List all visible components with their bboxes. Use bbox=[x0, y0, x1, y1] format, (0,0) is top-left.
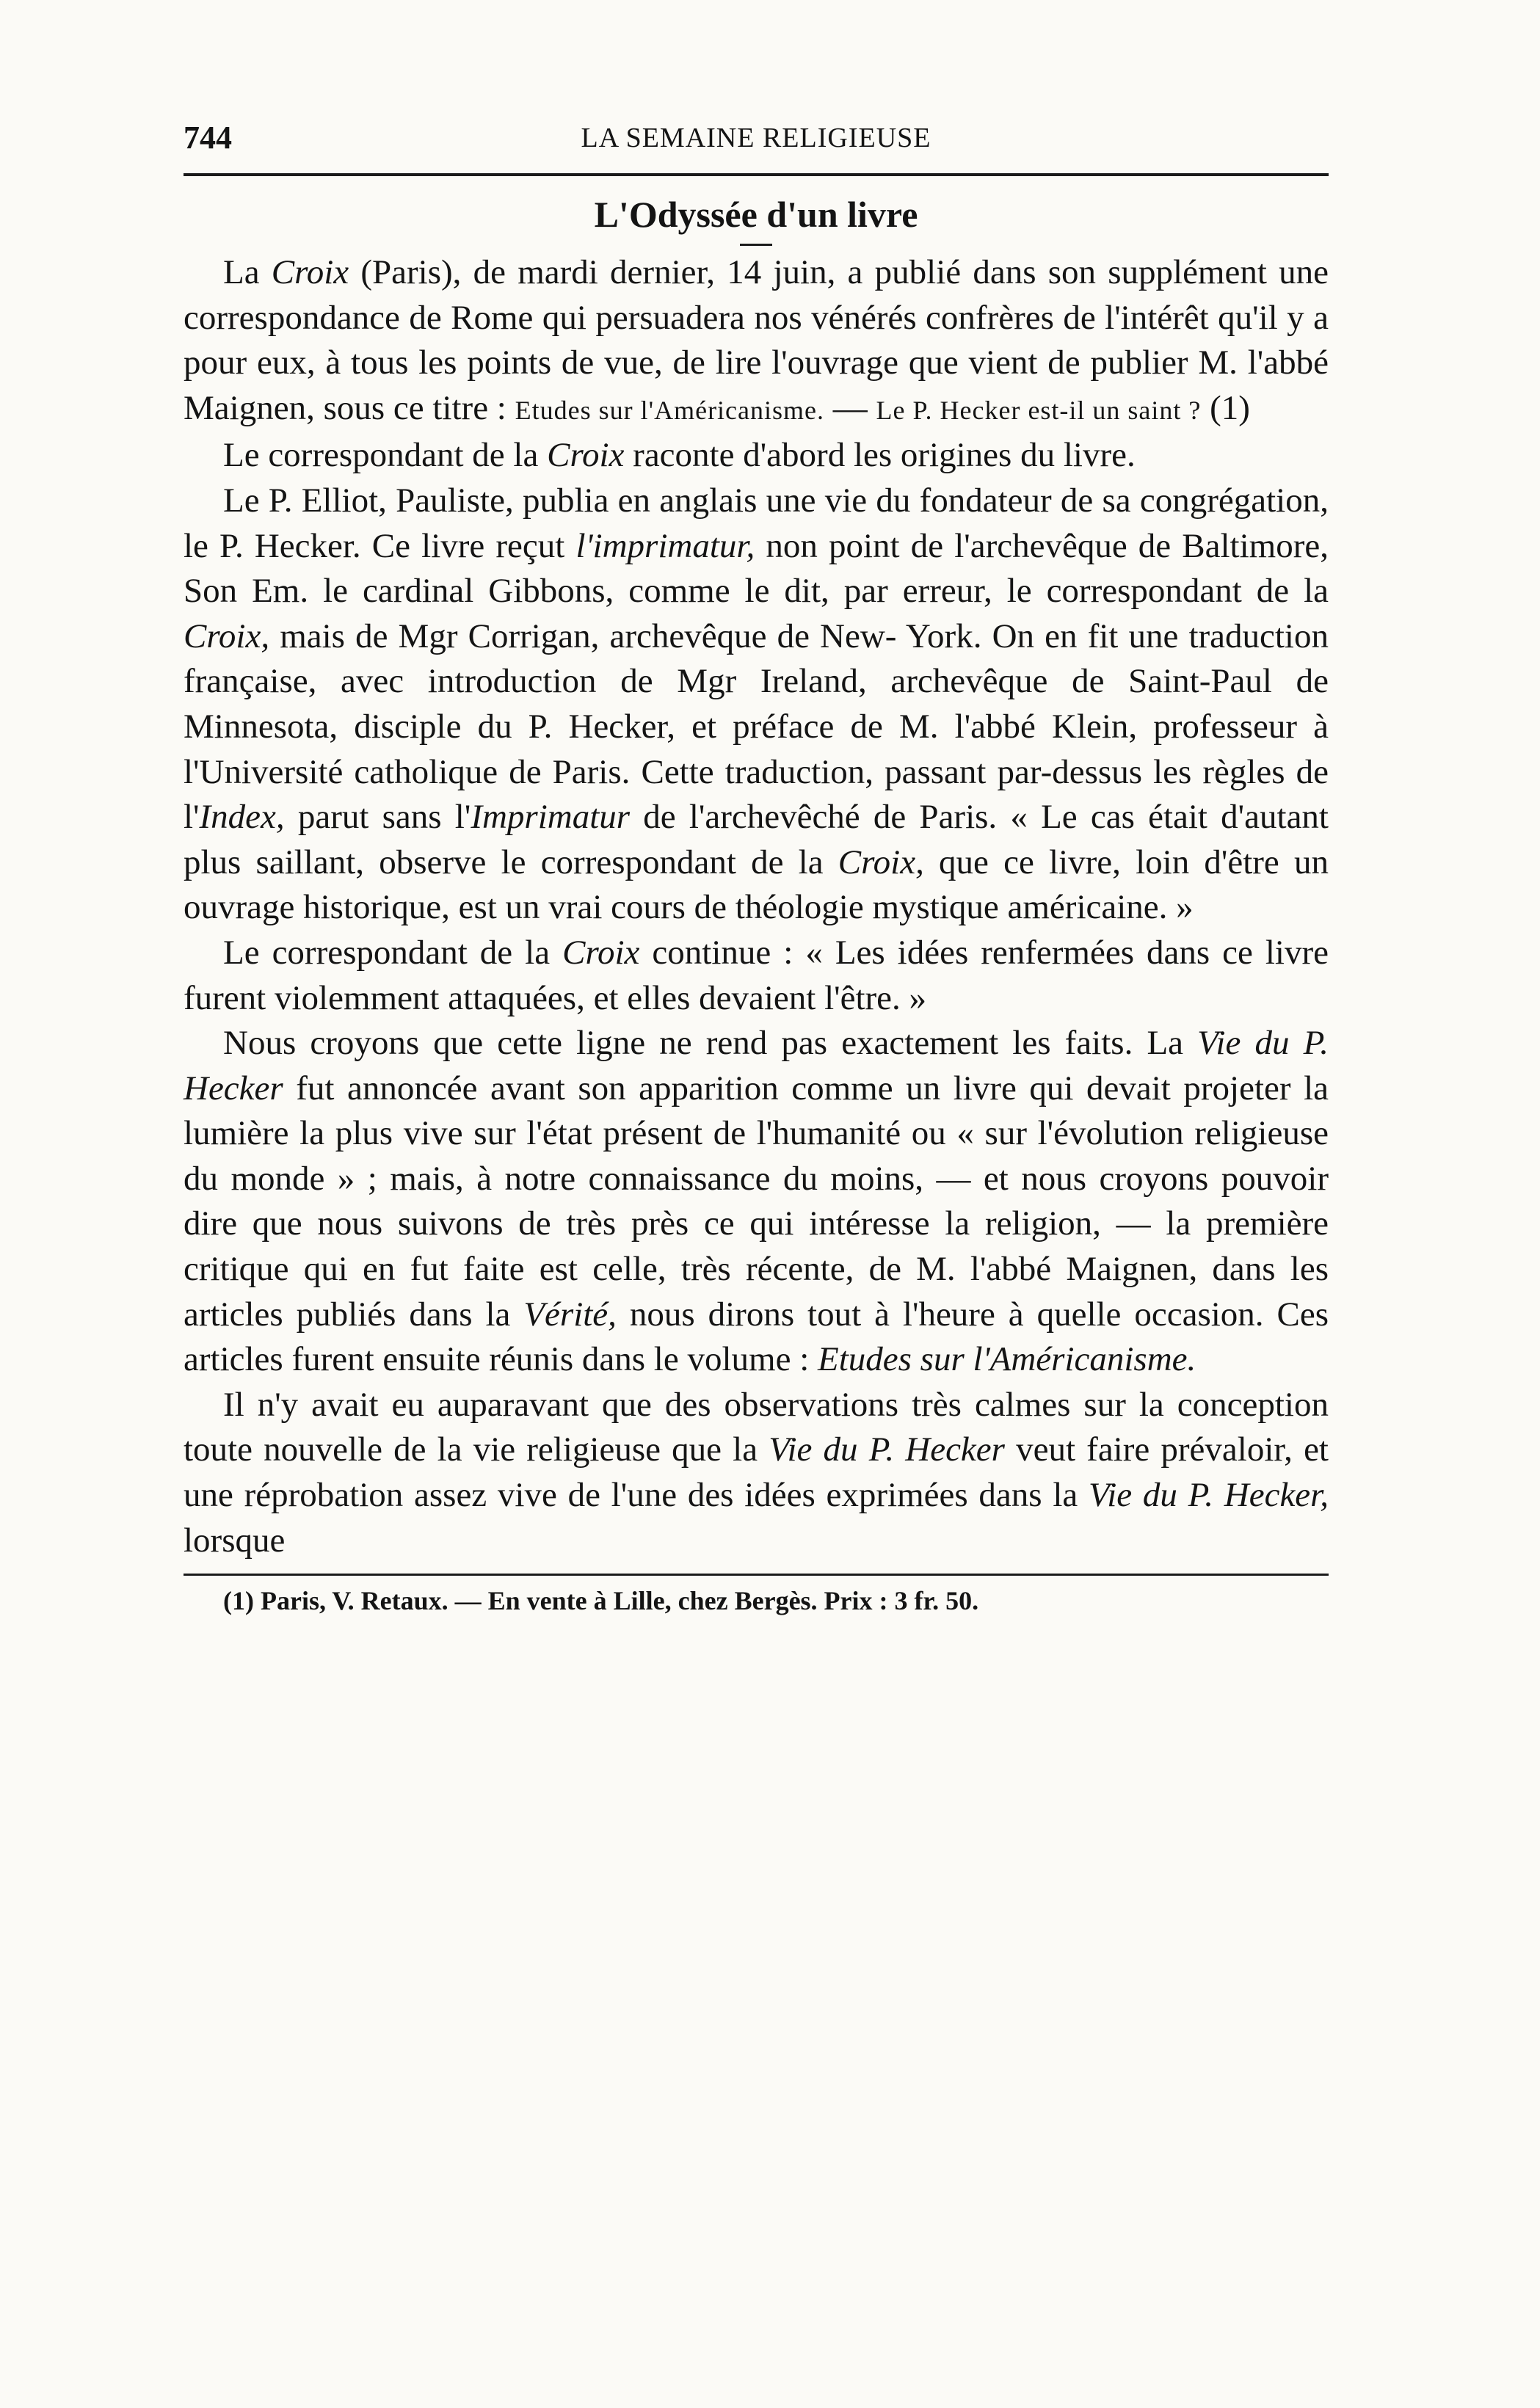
italic-text: Vie du P. Hecker bbox=[184, 1024, 1329, 1107]
paragraph bbox=[184, 1383, 1329, 1563]
article-body bbox=[184, 250, 1329, 1563]
page bbox=[184, 110, 1329, 2385]
italic-text: l'imprimatur, bbox=[575, 526, 755, 565]
page-number: 744 bbox=[184, 120, 232, 156]
text: Nous croyons que cette ligne ne rend pas exactement les faits. La bbox=[223, 1024, 1198, 1063]
text: (Paris), de mardi dernier, 14 juin, a publié dans son supplément une correspondance de Rome qui persuadera nos vénérés confrères de l'intérêt qu'il y a pour eux, à tous les points de vue, de lire l'ouvrage que vient de publier M. l'abbé Maignen, sous ce titre : bbox=[184, 253, 1329, 427]
italic-text: Etudes sur l'Américanisme. bbox=[818, 1340, 1196, 1379]
title-dash bbox=[740, 244, 772, 246]
page-header bbox=[184, 110, 1329, 161]
header-rule bbox=[184, 173, 1329, 176]
italic-text: Croix bbox=[271, 253, 349, 291]
text: Le P. Elliot, Pauliste, publia en anglais une vie du fondateur de sa congrégation, le P. Hecker. Ce livre reçut bbox=[184, 481, 1329, 565]
text: nous dirons tout à l'heure à quelle occasion. Ces articles furent ensuite réunis dans le volume : bbox=[184, 1295, 1329, 1379]
text: Le correspondant de la bbox=[223, 436, 548, 475]
italic-text: Croix, bbox=[838, 843, 924, 881]
text: — bbox=[824, 388, 876, 427]
text: La bbox=[223, 253, 272, 291]
small-caps-text: Etudes sur l'Américanisme. bbox=[515, 395, 825, 425]
italic-text: Vérité, bbox=[523, 1295, 617, 1334]
text: lorsque bbox=[184, 1521, 286, 1560]
italic-text: Index, bbox=[199, 798, 285, 837]
italic-text: Croix bbox=[547, 436, 625, 475]
running-head: LA SEMAINE RELIGIEUSE bbox=[581, 123, 931, 153]
paragraph bbox=[184, 931, 1329, 1021]
footnote: (1) Paris, V. Retaux. — En vente à Lille, chez Bergès. Prix : 3 fr. 50. bbox=[223, 1586, 979, 1616]
text: Le correspondant de la bbox=[223, 933, 563, 972]
italic-text: Imprimatur bbox=[471, 798, 631, 837]
text: Il n'y avait eu auparavant que des observations très calmes sur la conception toute nouvelle de la vie religieuse que la bbox=[184, 1385, 1329, 1469]
italic-text: Vie du P. Hecker, bbox=[1089, 1476, 1329, 1515]
footnote-ref: (1) bbox=[1201, 388, 1250, 427]
text: continue : « Les idées renfermées dans ce livre furent violemment attaquées, et elles devaient l'être. » bbox=[184, 933, 1329, 1017]
text: raconte d'abord les origines du livre. bbox=[624, 436, 1136, 475]
italic-text: Croix bbox=[562, 933, 640, 972]
text: de l'archevêché de Paris. « Le cas était d'autant plus saillant, observe le correspondant de la bbox=[184, 798, 1329, 881]
paragraph bbox=[184, 433, 1329, 479]
italic-text: Vie du P. Hecker bbox=[769, 1430, 1005, 1469]
text: mais de Mgr Corrigan, archevêque de New- York. On en fit une traduction française, avec introduction de Mgr Ireland, archevêque de Saint-Paul de Minnesota, disciple du P. Hecker, et préface de M. l'abbé Klein, professeur à l'Université catholique de Paris. Cette traduction, passant par-dessus les règles de l' bbox=[184, 616, 1329, 837]
paragraph bbox=[184, 250, 1329, 433]
text: veut faire prévaloir, et une réprobation assez vive de l'une des idées exprimées dans la bbox=[184, 1430, 1329, 1515]
paragraph bbox=[184, 1021, 1329, 1383]
small-caps-text: Le P. Hecker est-il un saint ? bbox=[876, 395, 1202, 425]
italic-text: Croix, bbox=[184, 616, 270, 655]
text: non point de l'archevêque de Baltimore, Son Em. le cardinal Gibbons, comme le dit, par erreur, le correspondant de la bbox=[184, 526, 1329, 611]
footnote-rule bbox=[184, 1574, 1329, 1576]
text: que ce livre, loin d'être un ouvrage historique, est un vrai cours de théologie mystique américaine. » bbox=[184, 843, 1329, 927]
text: parut sans l' bbox=[284, 798, 471, 837]
paragraph bbox=[184, 479, 1329, 931]
text: fut annoncée avant son apparition comme un livre qui devait projeter la lumière la plus vive sur l'état présent de l'humanité ou « sur l'évolution religieuse du monde » ; mais, à notre connaissance du moins, — et nous croyons pouvoir dire que nous suivons de très près ce qui intéresse la religion, — la première critique qui en fut faite est celle, très récente, de M. l'abbé Maignen, dans les articles publiés dans la bbox=[184, 1069, 1329, 1334]
article-title: L'Odyssée d'un livre bbox=[594, 194, 918, 235]
